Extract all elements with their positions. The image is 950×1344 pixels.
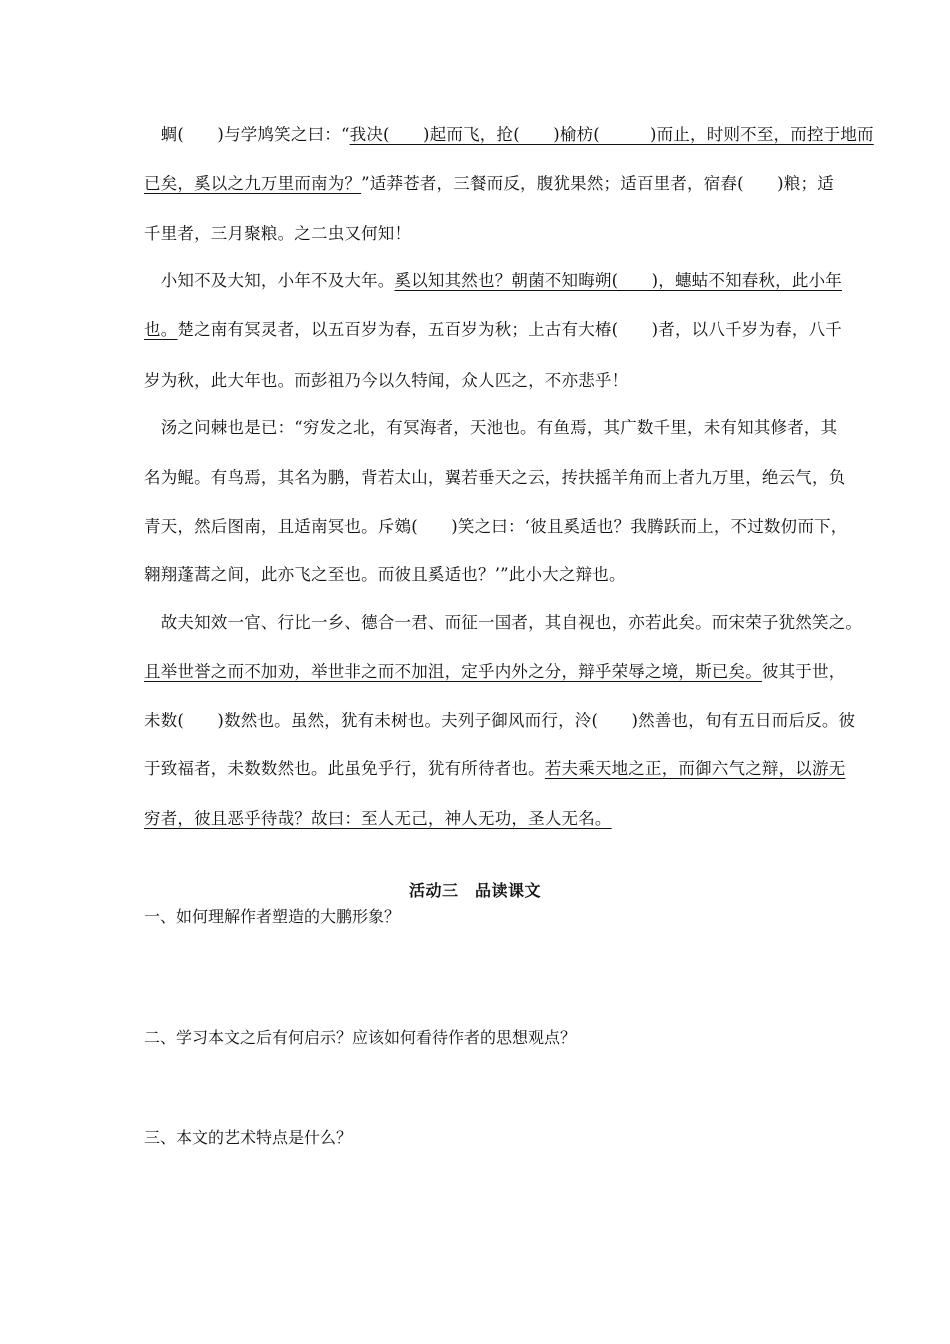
- passage-text: 名为鲲。有鸟焉，其名为鹏，背若太山，翼若垂天之云，抟扶摇羊角而上者九万里，绝云气，负: [144, 468, 846, 487]
- question-3: 三、本文的艺术特点是什么？: [144, 1128, 353, 1147]
- passage-text: 千里者，三月聚粮。之二虫又何知！: [144, 224, 412, 243]
- passage-line: [144, 757, 846, 781]
- passage-line: [144, 123, 874, 147]
- passage-line: [144, 466, 846, 490]
- passage-line: [144, 611, 863, 635]
- passage-text: 岁为秋，此大年也。而彭祖乃今以久特闻，众人匹之，不亦悲乎！: [144, 371, 629, 390]
- question-2: 二、学习本文之后有何启示？应该如何看待作者的思想观点？: [144, 1028, 577, 1047]
- underlined-text: 已矣，奚以之九万里而南为？: [144, 174, 362, 193]
- passage-line: [144, 369, 814, 393]
- underlined-text: 且举世誉之而不加劝，举世非之而不加沮，定乎内外之分，辩乎荣辱之境，斯已矣。: [144, 662, 762, 681]
- underlined-text: 若夫乘天地之正，而御六气之辩，以游无: [544, 759, 846, 778]
- passage-line: [144, 269, 842, 293]
- passage-text: 蜩( )与学鸠笑之曰：“: [144, 125, 350, 144]
- passage-text: ”适莽苍者，三餐而反，腹犹果然；适百里者，宿舂( )粮；适: [361, 174, 834, 193]
- underlined-text: 穷者，彼且恶乎待哉？故曰：至人无己，神人无功，圣人无名。: [144, 809, 612, 828]
- question-1: 一、如何理解作者塑造的大鹏形象？: [144, 907, 401, 926]
- passage-text: 故夫知效一官、行比一乡、德合一君、而征一国者，其自视也，亦若此矣。而宋荣子犹然笑之。: [144, 613, 863, 632]
- passage-text: 未数( )数然也。虽然，犹有未树也。夫列子御风而行，泠( )然善也，旬有五日而后反。彼: [144, 711, 856, 730]
- passage-text: 楚之南有冥灵者，以五百岁为春，五百岁为秋；上古有大椿( )者，以八千岁为春，八千: [177, 320, 842, 339]
- underlined-text: 我决( )起而飞，抢( )榆枋( )而止，时则不至，而控于地而: [349, 125, 874, 144]
- passage-text: 青天，然后图南，且适南冥也。斥鴳( )笑之曰：‘彼且奚适也？我腾跃而上，不过数仞而下，: [144, 517, 848, 536]
- passage-line: [144, 660, 846, 684]
- passage-text: 彼其于世，: [761, 662, 846, 681]
- passage-line: [144, 172, 834, 196]
- passage-line: [144, 807, 814, 831]
- passage-text: 小知不及大知，小年不及大年。: [144, 271, 395, 290]
- passage-line: [144, 709, 856, 733]
- passage-line: [144, 515, 848, 539]
- passage-text: 于致福者，未数数然也。此虽免乎行，犹有所待者也。: [144, 759, 545, 778]
- passage-line: [144, 416, 838, 440]
- passage-text: 翱翔蓬蒿之间，此亦飞之至也。而彼且奚适也？’”此小大之辩也。: [144, 565, 626, 584]
- passage-line: [144, 222, 814, 246]
- passage-line: [144, 318, 842, 342]
- underlined-text: 也。: [144, 320, 178, 339]
- passage-text: 汤之问棘也是已：“穷发之北，有冥海者，天池也。有鱼焉，其广数千里，未有知其修者，其: [144, 418, 838, 437]
- underlined-text: 奚以知其然也？朝菌不知晦朔( )，蟪蛄不知春秋，此小年: [394, 271, 842, 290]
- passage-line: [144, 563, 814, 587]
- activity-heading: 活动三 品读课文: [408, 881, 541, 900]
